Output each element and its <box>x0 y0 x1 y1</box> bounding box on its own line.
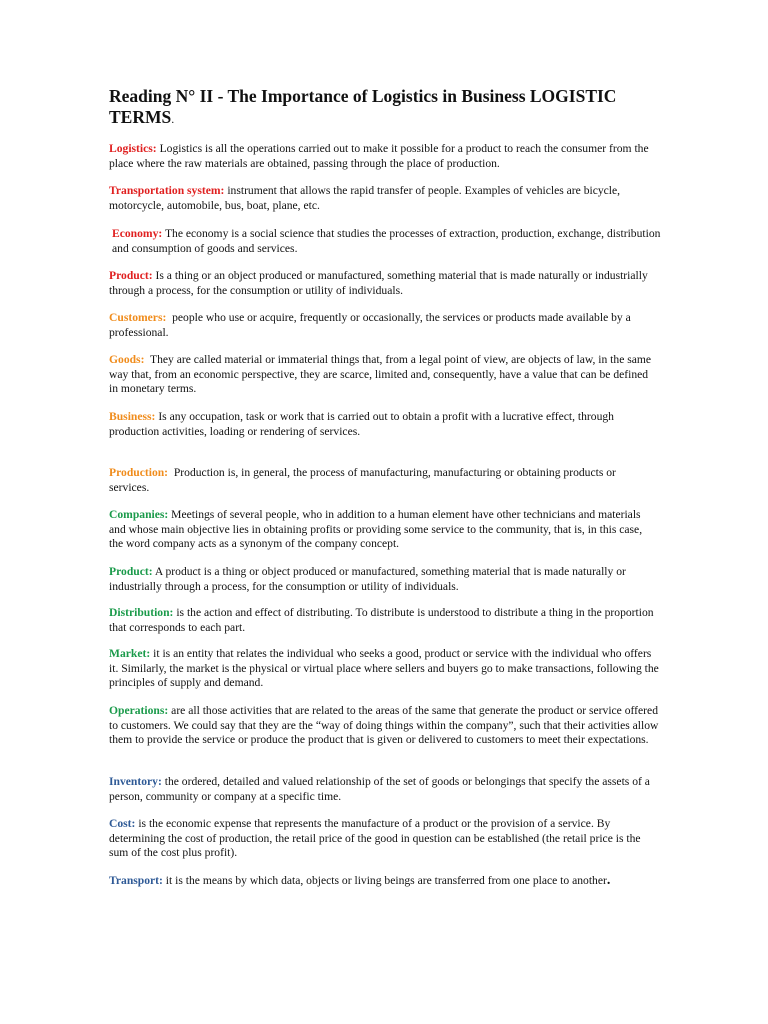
term-label: Customers: <box>109 311 167 324</box>
entry-operations <box>109 704 659 748</box>
entry-business <box>109 410 659 439</box>
term-label: Business: <box>109 410 156 423</box>
term-label: Product: <box>109 565 153 578</box>
entry-production <box>109 466 659 495</box>
term-definition: Logistics is all the operations carried out to make it possible for a product to reach the consumer from the place where the raw materials are obtained, passing through the place of production. <box>109 142 649 170</box>
term-label: Transportation system: <box>109 184 225 197</box>
term-definition: Is any occupation, task or work that is carried out to obtain a profit with a lucrative effect, through production activities, loading or rendering of services. <box>109 410 614 438</box>
title-trailing-dot: . <box>171 112 175 126</box>
term-definition: Production is, in general, the process of manufacturing, manufacturing or obtaining products or services. <box>109 466 616 494</box>
term-label: Operations: <box>109 704 169 717</box>
entry-distribution <box>109 606 659 635</box>
entry-transportation-system <box>109 184 659 213</box>
term-definition: it is an entity that relates the individual who seeks a good, product or service with the individual who offers it. Similarly, the market is the physical or virtual place where sellers and buyers go to make transactions, following the principles of supply and demand. <box>109 647 659 690</box>
title-text: Reading N° II - The Importance of Logistics in Business LOGISTIC TERMS <box>109 86 617 127</box>
term-label: Market: <box>109 647 151 660</box>
term-definition: are all those activities that are related to the areas of the same that generate the product or service offered to customers. We could say that they are the “way of doing things within the company”, such that their activities allow them to provide the service or produce the product that is given or delivered to customers to meet their expectations. <box>109 704 659 747</box>
term-definition: the ordered, detailed and valued relationship of the set of goods or belongings that specify the assets of a person, community or company at a specific time. <box>109 775 650 803</box>
entry-goods <box>109 353 659 397</box>
term-definition: is the economic expense that represents the manufacture of a product or the provision of a service. By determining the cost of production, the retail price of the good in question can be established (the retail price is the sum of the cost plus profit). <box>109 817 641 860</box>
entry-companies <box>109 508 659 552</box>
term-definition: Meetings of several people, who in addition to a human element have other technicians and materials and whose main objective lies in obtaining profits or providing some service to the community, that is, in this case, the word company acts as a synonym of the company concept. <box>109 508 643 551</box>
term-label: Distribution: <box>109 606 174 619</box>
entry-customers <box>109 311 659 340</box>
term-definition: people who use or acquire, frequently or occasionally, the services or products made available by a professional. <box>109 311 631 339</box>
term-definition: A product is a thing or object produced or manufactured, something material that is made naturally or industrially through a process, for the consumption or utility of individuals. <box>109 565 626 593</box>
term-label: Logistics: <box>109 142 157 155</box>
term-definition: it is the means by which data, objects or living beings are transferred from one place to another <box>165 874 607 887</box>
entry-cost <box>109 817 659 861</box>
entry-product <box>109 269 659 298</box>
entry-transport <box>109 874 659 889</box>
trailing-period: . <box>606 873 611 888</box>
term-label: Companies: <box>109 508 169 521</box>
term-definition: The economy is a social science that studies the processes of extraction, production, exchange, distribution and consumption of goods and services. <box>112 227 661 255</box>
term-label: Product: <box>109 269 153 282</box>
document-title <box>109 86 669 130</box>
term-label: Goods: <box>109 353 145 366</box>
term-label: Production: <box>109 466 169 479</box>
term-definition: instrument that allows the rapid transfer of people. Examples of vehicles are bicycle, motorcycle, automobile, bus, boat, plane, etc. <box>109 184 621 212</box>
term-label: Cost: <box>109 817 136 830</box>
entry-product-2 <box>109 565 659 594</box>
term-label: Transport: <box>109 874 163 887</box>
term-label: Inventory: <box>109 775 162 788</box>
term-label: Economy: <box>112 227 163 240</box>
entry-market <box>109 647 659 691</box>
term-definition: They are called material or immaterial things that, from a legal point of view, are objects of law, in the same way that, from an economic perspective, they are scarce, limited and, consequently, have a value that can be defined in monetary terms. <box>109 353 652 396</box>
term-definition: Is a thing or an object produced or manufactured, something material that is made naturally or industrially through a process, for the consumption or utility of individuals. <box>109 269 648 297</box>
entry-logistics <box>109 142 659 171</box>
entry-economy <box>112 227 662 256</box>
entry-inventory <box>109 775 659 804</box>
term-definition: is the action and effect of distributing. To distribute is understood to distribute a thing in the proportion that corresponds to each part. <box>109 606 654 634</box>
